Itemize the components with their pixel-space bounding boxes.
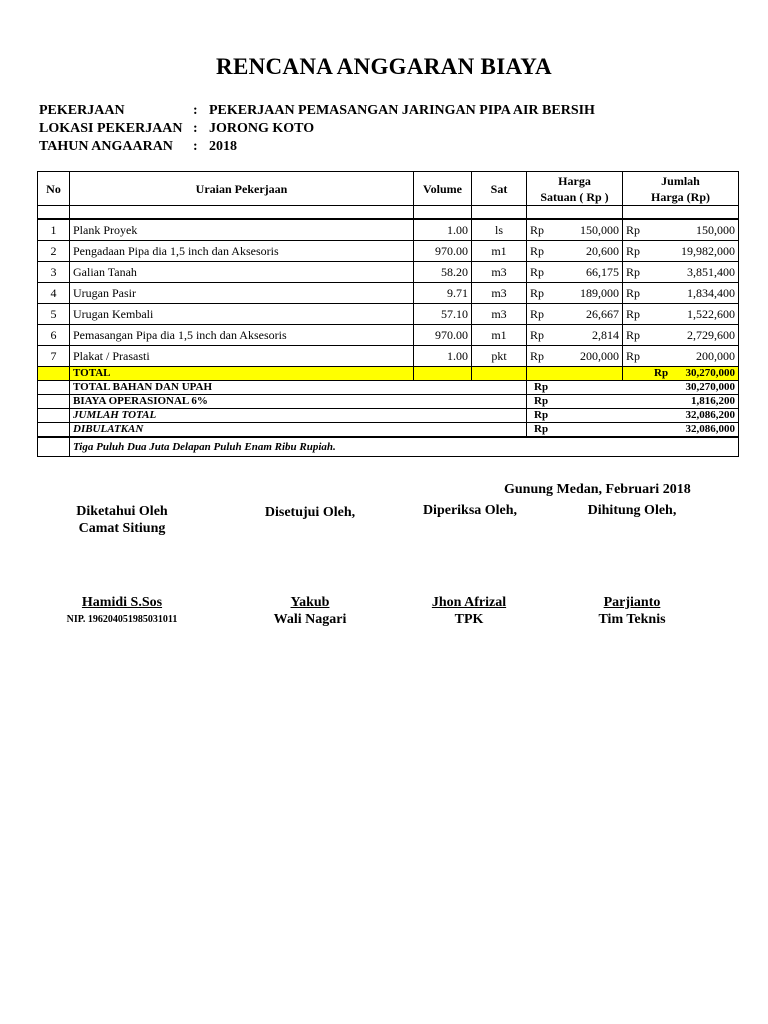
harga-value: 26,667 xyxy=(586,306,619,321)
currency-label: Rp xyxy=(530,327,545,342)
table-row xyxy=(38,219,739,241)
info-value: JORONG KOTO xyxy=(209,121,315,136)
cell-no: 7 xyxy=(38,346,70,367)
info-label: TAHUN ANGAARAN xyxy=(39,139,173,154)
info-separator: : xyxy=(193,103,198,118)
signature-diketahui xyxy=(37,594,207,628)
header-jumlah-line2: Harga (Rp) xyxy=(651,189,710,204)
signature-dihitung xyxy=(562,594,702,628)
terbilang-row xyxy=(38,437,739,457)
summary-amount xyxy=(527,423,739,438)
cell-no: 2 xyxy=(38,241,70,262)
table-row xyxy=(38,346,739,367)
summary-label: TOTAL BAHAN DAN UPAH xyxy=(70,381,527,395)
info-separator: : xyxy=(193,139,198,154)
header-harga-line1: Harga xyxy=(558,173,591,188)
cell-harga xyxy=(527,346,623,367)
currency-label: Rp xyxy=(530,348,545,363)
header-volume: Volume xyxy=(414,172,472,206)
summary-label: DIBULATKAN xyxy=(70,423,527,438)
cell-volume: 1.00 xyxy=(414,346,472,367)
harga-value: 2,814 xyxy=(592,327,619,342)
cell-jumlah xyxy=(623,283,739,304)
harga-value: 200,000 xyxy=(580,348,619,363)
harga-value: 150,000 xyxy=(580,222,619,237)
currency-label: Rp xyxy=(654,367,669,379)
total-value: 30,270,000 xyxy=(685,367,735,379)
jumlah-value: 1,834,400 xyxy=(687,285,735,300)
signature-disetujui-role: Disetujui Oleh, xyxy=(264,505,356,520)
currency-label: Rp xyxy=(534,409,549,421)
info-separator: : xyxy=(193,121,198,136)
cell-harga xyxy=(527,241,623,262)
table-row xyxy=(38,262,739,283)
harga-value: 66,175 xyxy=(586,264,619,279)
cell-harga xyxy=(527,219,623,241)
summary-label: JUMLAH TOTAL xyxy=(70,409,527,423)
cell-harga xyxy=(527,262,623,283)
total-amount xyxy=(623,367,739,381)
header-jumlah-harga xyxy=(623,172,739,206)
cell-volume: 57.10 xyxy=(414,304,472,325)
cell-sat: m3 xyxy=(472,304,527,325)
cell-harga xyxy=(527,304,623,325)
currency-label: Rp xyxy=(534,381,549,393)
table-row xyxy=(38,241,739,262)
signer-position: Wali Nagari xyxy=(273,612,347,627)
info-label: LOKASI PEKERJAAN xyxy=(39,121,183,136)
signer-name: Yakub xyxy=(290,595,330,610)
currency-label: Rp xyxy=(534,395,549,407)
header-jumlah-line1: Jumlah xyxy=(661,173,700,188)
cell-uraian: Galian Tanah xyxy=(70,262,414,283)
signature-dihitung-role: Dihitung Oleh, xyxy=(587,503,677,518)
signer-position: Tim Teknis xyxy=(598,612,666,627)
cell-jumlah xyxy=(623,325,739,346)
summary-amount xyxy=(527,381,739,395)
cell-sat: ls xyxy=(472,219,527,241)
currency-label: Rp xyxy=(626,222,641,237)
summary-row xyxy=(38,395,739,409)
summary-value: 32,086,000 xyxy=(685,423,735,435)
cell-no: 5 xyxy=(38,304,70,325)
cell-jumlah xyxy=(623,262,739,283)
cell-uraian: Urugan Pasir xyxy=(70,283,414,304)
signer-name: Parjianto xyxy=(603,595,661,610)
currency-label: Rp xyxy=(530,222,545,237)
summary-row xyxy=(38,381,739,395)
cell-uraian: Pengadaan Pipa dia 1,5 inch dan Aksesoris xyxy=(70,241,414,262)
currency-label: Rp xyxy=(626,327,641,342)
cell-jumlah xyxy=(623,304,739,325)
currency-label: Rp xyxy=(530,285,545,300)
table-row xyxy=(38,283,739,304)
signer-name: Jhon Afrizal xyxy=(431,595,507,610)
info-label: PEKERJAAN xyxy=(39,103,125,118)
harga-value: 189,000 xyxy=(580,285,619,300)
info-value: 2018 xyxy=(209,139,237,154)
role-title: Diketahui Oleh xyxy=(76,504,168,519)
cell-jumlah xyxy=(623,346,739,367)
total-label: TOTAL xyxy=(70,367,414,381)
signature-diperiksa-role: Diperiksa Oleh, xyxy=(422,503,518,518)
currency-label: Rp xyxy=(530,306,545,321)
currency-label: Rp xyxy=(530,264,545,279)
cell-volume: 58.20 xyxy=(414,262,472,283)
header-uraian: Uraian Pekerjaan xyxy=(70,172,414,206)
cell-volume: 970.00 xyxy=(414,241,472,262)
table-row xyxy=(38,325,739,346)
cell-uraian: Urugan Kembali xyxy=(70,304,414,325)
cell-volume: 1.00 xyxy=(414,219,472,241)
summary-amount xyxy=(527,409,739,423)
cell-uraian: Plakat / Prasasti xyxy=(70,346,414,367)
place-date: Gunung Medan, Februari 2018 xyxy=(504,482,691,497)
table-spacer-row xyxy=(38,206,739,220)
info-value: PEKERJAAN PEMASANGAN JARINGAN PIPA AIR BERSIH xyxy=(209,103,595,118)
signer-nip: NIP. 196204051985031011 xyxy=(66,614,178,625)
signature-diketahui-role xyxy=(52,503,192,537)
summary-value: 1,816,200 xyxy=(691,395,735,407)
jumlah-value: 19,982,000 xyxy=(681,243,735,258)
jumlah-value: 3,851,400 xyxy=(687,264,735,279)
summary-value: 32,086,200 xyxy=(685,409,735,421)
signature-disetujui xyxy=(240,594,380,628)
jumlah-value: 200,000 xyxy=(696,348,735,363)
cell-sat: m1 xyxy=(472,325,527,346)
signer-position: TPK xyxy=(454,612,484,627)
cell-no: 6 xyxy=(38,325,70,346)
cell-jumlah xyxy=(623,241,739,262)
jumlah-value: 150,000 xyxy=(696,222,735,237)
currency-label: Rp xyxy=(626,264,641,279)
header-harga-line2: Satuan ( Rp ) xyxy=(540,189,609,204)
summary-label: BIAYA OPERASIONAL 6% xyxy=(70,395,527,409)
currency-label: Rp xyxy=(626,285,641,300)
signature-diperiksa xyxy=(399,594,539,628)
currency-label: Rp xyxy=(534,423,549,435)
jumlah-value: 2,729,600 xyxy=(687,327,735,342)
cell-uraian: Pemasangan Pipa dia 1,5 inch dan Aksesoris xyxy=(70,325,414,346)
cell-sat: m3 xyxy=(472,283,527,304)
summary-amount xyxy=(527,395,739,409)
currency-label: Rp xyxy=(626,306,641,321)
harga-value: 20,600 xyxy=(586,243,619,258)
cell-jumlah xyxy=(623,219,739,241)
table-header-row xyxy=(38,172,739,206)
cell-uraian: Plank Proyek xyxy=(70,219,414,241)
currency-label: Rp xyxy=(530,243,545,258)
cell-no: 4 xyxy=(38,283,70,304)
table-row xyxy=(38,304,739,325)
cell-volume: 970.00 xyxy=(414,325,472,346)
header-harga-satuan xyxy=(527,172,623,206)
cell-sat: m1 xyxy=(472,241,527,262)
cell-no: 1 xyxy=(38,219,70,241)
currency-label: Rp xyxy=(626,243,641,258)
terbilang-text: Tiga Puluh Dua Juta Delapan Puluh Enam Ribu Rupiah. xyxy=(70,437,739,457)
summary-row xyxy=(38,423,739,438)
header-no: No xyxy=(38,172,70,206)
role-position: Camat Sitiung xyxy=(78,521,166,536)
cell-no: 3 xyxy=(38,262,70,283)
summary-value: 30,270,000 xyxy=(685,381,735,393)
cell-sat: pkt xyxy=(472,346,527,367)
signer-name: Hamidi S.Sos xyxy=(81,595,163,610)
cell-volume: 9.71 xyxy=(414,283,472,304)
budget-table xyxy=(37,171,739,457)
currency-label: Rp xyxy=(626,348,641,363)
header-sat: Sat xyxy=(472,172,527,206)
page-title: RENCANA ANGGARAN BIAYA xyxy=(216,54,552,79)
total-row xyxy=(38,367,739,381)
cell-sat: m3 xyxy=(472,262,527,283)
jumlah-value: 1,522,600 xyxy=(687,306,735,321)
cell-harga xyxy=(527,283,623,304)
cell-harga xyxy=(527,325,623,346)
summary-row xyxy=(38,409,739,423)
